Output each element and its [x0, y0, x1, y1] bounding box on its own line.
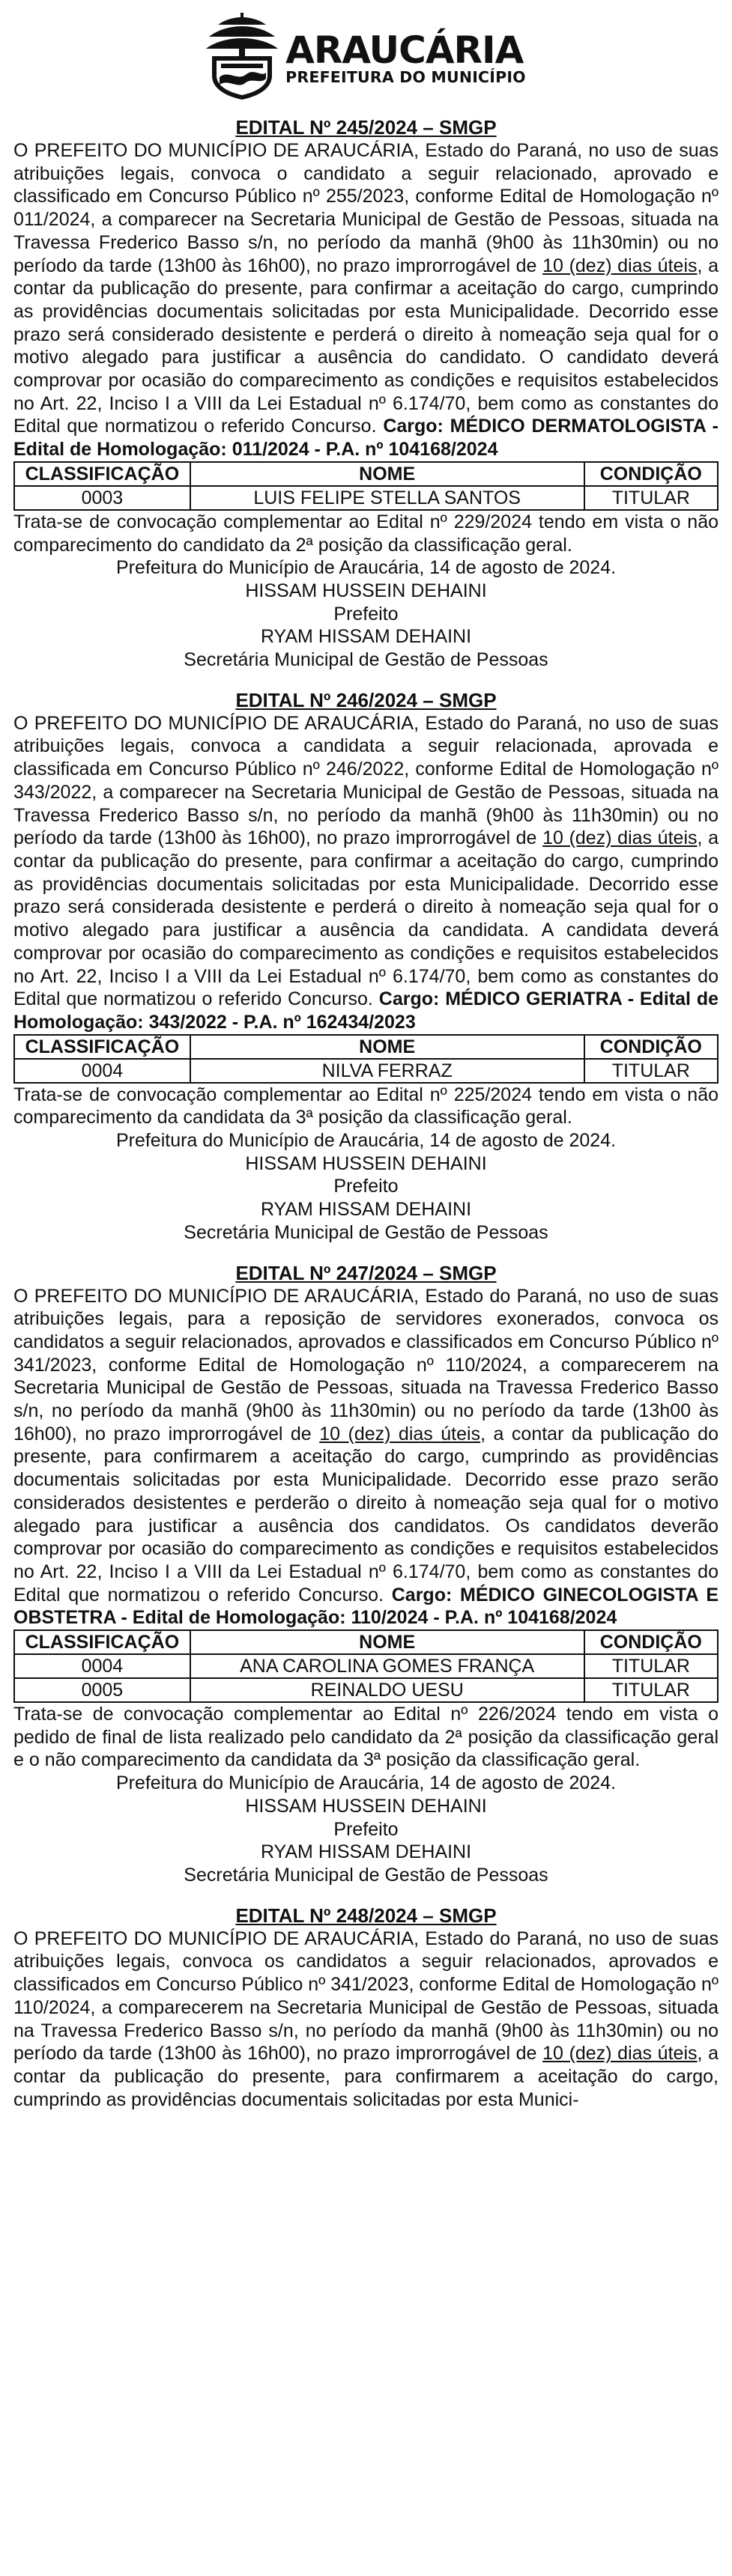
candidates-table: [13, 461, 719, 511]
secretary-role: Secretária Municipal de Gestão de Pessoas: [184, 1865, 548, 1886]
cell-condicao: TITULAR: [584, 1678, 718, 1702]
cell-classificacao: 0005: [14, 1678, 190, 1702]
edital-body: O PREFEITO DO MUNICÍPIO DE ARAUCÁRIA, Estado do Paraná, no uso de suas atribuições legais, para a reposição de servidores exonerados, convoca os candidatos a seguir relacionados, aprovados e classificados em Concurso Público nº 341/2023, conforme Edital de Homologação nº 110/2024, a comparecerem na Secretaria Municipal de Gestão de Pessoas, situada na Travessa Frederico Basso s/n, no período da manhã (9h00 às 11h30min) ou no período da tarde (13h00 às 16h00), no prazo improrrogável de 10 (dez) dias úteis, a contar da publicação do presente, para confirmarem a aceitação do cargo, cumprindo as providências documentais solicitadas por esta Municipalidade. Decorrido esse prazo serão considerados desistentes e perderão o direito à nomeação seja qual for o motivo alegado para justificar a ausência dos candidatos. Os candidatos deverão comprovar por ocasião do comparecimento as condições e requisitos estabelecidos no Art. 22, Inciso I a VIII da Lei Estadual nº 6.174/70, bem como as constantes do Edital que normatizou o referido Concurso. Cargo: MÉDICO GINECOLOGISTA E OBSTETRA - Edital de Homologação: 110/2024 - P.A. nº 104168/2024: [13, 1285, 719, 1629]
table-header-row: [14, 1630, 718, 1654]
cell-nome: REINALDO UESU: [190, 1678, 584, 1702]
table-row: [14, 1059, 718, 1083]
edital-title: EDITAL Nº 245/2024 – SMGP: [235, 116, 497, 139]
signature-block: [13, 1129, 719, 1245]
edital-body: O PREFEITO DO MUNICÍPIO DE ARAUCÁRIA, Estado do Paraná, no uso de suas atribuições legais, convoca os candidatos a seguir relacionados, aprovados e classificados em Concurso Público nº 341/2023, conforme Edital de Homologação nº 110/2024, a comparecerem na Secretaria Municipal de Gestão de Pessoas, situada na Travessa Frederico Basso s/n, no período da manhã (9h00 às 11h30min) ou no período da tarde (13h00 às 16h00), no prazo improrrogável de 10 (dez) dias úteis, a contar da publicação do presente, para confirmarem a aceitação do cargo, cumprindo as providências documentais solicitadas por esta Munici-: [13, 1928, 719, 2110]
secretary-role: Secretária Municipal de Gestão de Pessoas: [184, 649, 548, 671]
edital-245: [13, 115, 719, 672]
table-row: [14, 1678, 718, 1702]
mayor-role: Prefeito: [333, 1176, 399, 1197]
place-date: Prefeitura do Município de Araucária, 14 de agosto de 2024.: [115, 557, 617, 579]
signature-block: [13, 1772, 719, 1887]
col-condicao: CONDIÇÃO: [584, 1630, 718, 1654]
mayor-role: Prefeito: [333, 603, 399, 625]
table-row: [14, 1654, 718, 1678]
edital-body: O PREFEITO DO MUNICÍPIO DE ARAUCÁRIA, Estado do Paraná, no uso de suas atribuições legais, convoca o candidato a seguir relacionado, aprovado e classificado em Concurso Público nº 255/2023, conforme Edital de Homologação nº 011/2024, a comparecer na Secretaria Municipal de Gestão de Pessoas, situada na Travessa Frederico Basso s/n, no período da manhã (9h00 às 11h30min) ou no período da tarde (13h00 às 16h00), no prazo improrrogável de 10 (dez) dias úteis, a contar da publicação do presente, para confirmar a aceitação do cargo, cumprindo as providências documentais solicitadas por esta Municipalidade. Decorrido esse prazo será considerado desistente e perderá o direito à nomeação seja qual for o motivo alegado para justificar a ausência do candidato. O candidato deverá comprovar por ocasião do comparecimento as condições e requisitos estabelecidos no Art. 22, Inciso I a VIII da Lei Estadual nº 6.174/70, bem como as constantes do Edital que normatizou o referido Concurso. Cargo: MÉDICO DERMATOLOGISTA - Edital de Homologação: 011/2024 - P.A. nº 104168/2024: [13, 140, 719, 461]
cargo-text: Cargo: MÉDICO GINECOLOGISTA E OBSTETRA - Edital de Homologação: 110/2024 - P.A. nº 104168/2024: [13, 1584, 719, 1629]
place-date: Prefeitura do Município de Araucária, 14 de agosto de 2024.: [115, 1130, 617, 1152]
col-nome: NOME: [190, 1035, 584, 1059]
table-header-row: [14, 1035, 718, 1059]
edital-note: Trata-se de convocação complementar ao Edital nº 225/2024 tendo em vista o não comparecimento da candidata da 3ª posição da classificação geral.: [13, 1084, 719, 1128]
cell-condicao: TITULAR: [584, 486, 718, 510]
deadline-text: 10 (dez) dias úteis: [542, 255, 698, 276]
col-classificacao: CLASSIFICAÇÃO: [14, 1630, 190, 1654]
deadline-text: 10 (dez) dias úteis: [319, 1423, 481, 1445]
edital-title: EDITAL Nº 246/2024 – SMGP: [235, 688, 497, 711]
secretary-name: RYAM HISSAM DEHAINI: [260, 626, 472, 648]
edital-247: [13, 1261, 719, 1887]
cell-condicao: TITULAR: [584, 1654, 718, 1678]
edital-title: EDITAL Nº 248/2024 – SMGP: [235, 1904, 497, 1927]
mayor-name: HISSAM HUSSEIN DEHAINI: [245, 1152, 487, 1174]
col-condicao: CONDIÇÃO: [584, 1035, 718, 1059]
deadline-text: 10 (dez) dias úteis: [542, 2043, 698, 2065]
cell-nome: ANA CAROLINA GOMES FRANÇA: [190, 1654, 584, 1678]
brand-name: ARAUCÁRIA: [285, 28, 524, 73]
mayor-name: HISSAM HUSSEIN DEHAINI: [245, 580, 487, 601]
candidates-table: [13, 1034, 719, 1084]
col-classificacao: CLASSIFICAÇÃO: [14, 1035, 190, 1059]
secretary-name: RYAM HISSAM DEHAINI: [260, 1841, 472, 1863]
araucaria-municipal-seal-icon: [206, 10, 278, 101]
cargo-text: Cargo: MÉDICO GERIATRA - Edital de Homologação: 343/2022 - P.A. nº 162434/2023: [13, 988, 719, 1033]
mayor-role: Prefeito: [333, 1818, 399, 1840]
cell-classificacao: 0004: [14, 1059, 190, 1083]
edital-note: Trata-se de convocação complementar ao Edital nº 226/2024 tendo em vista o pedido de final de lista realizado pelo candidato da 2ª posição da classificação geral e o não comparecimento da candidata da 3ª posição da classificação geral.: [13, 1704, 719, 1771]
table-row: [14, 486, 718, 510]
edital-248: [13, 1904, 719, 2112]
cell-nome: NILVA FERRAZ: [190, 1059, 584, 1083]
masthead: [13, 0, 719, 105]
cargo-text: Cargo: MÉDICO DERMATOLOGISTA - Edital de Homologação: 011/2024 - P.A. nº 104168/2024: [13, 416, 719, 461]
mayor-name: HISSAM HUSSEIN DEHAINI: [245, 1795, 487, 1817]
signature-block: [13, 556, 719, 672]
col-classificacao: CLASSIFICAÇÃO: [14, 462, 190, 486]
cell-classificacao: 0003: [14, 486, 190, 510]
edital-body: O PREFEITO DO MUNICÍPIO DE ARAUCÁRIA, Estado do Paraná, no uso de suas atribuições legais, convoca a candidata a seguir relacionada, aprovada e classificada em Concurso Público nº 246/2022, conforme Edital de Homologação nº 343/2022, a comparecer na Secretaria Municipal de Gestão de Pessoas, situada na Travessa Frederico Basso s/n, no período da manhã (9h00 às 11h30min) ou no período da tarde (13h00 às 16h00), no prazo improrrogável de 10 (dez) dias úteis, a contar da publicação do presente, para confirmar a aceitação do cargo, cumprindo as providências documentais solicitadas por esta Municipalidade. Decorrido esse prazo será considerada desistente e perderá o direito à nomeação seja qual for o motivo alegado para justificar a ausência da candidata. A candidata deverá comprovar por ocasião do comparecimento as condições e requisitos estabelecidos no Art. 22, Inciso I a VIII da Lei Estadual nº 6.174/70, bem como as constantes do Edital que normatizou o referido Concurso. Cargo: MÉDICO GERIATRA - Edital de Homologação: 343/2022 - P.A. nº 162434/2023: [13, 712, 719, 1033]
col-nome: NOME: [190, 1630, 584, 1654]
cell-condicao: TITULAR: [584, 1059, 718, 1083]
edital-246: [13, 688, 719, 1245]
col-condicao: CONDIÇÃO: [584, 462, 718, 486]
place-date: Prefeitura do Município de Araucária, 14 de agosto de 2024.: [115, 1772, 617, 1794]
cell-classificacao: 0004: [14, 1654, 190, 1678]
table-header-row: [14, 462, 718, 486]
deadline-text: 10 (dez) dias úteis: [542, 827, 698, 849]
edital-title: EDITAL Nº 247/2024 – SMGP: [235, 1261, 497, 1284]
edital-note: Trata-se de convocação complementar ao Edital nº 229/2024 tendo em vista o não comparecimento do candidato da 2ª posição da classificação geral.: [13, 511, 719, 556]
secretary-role: Secretária Municipal de Gestão de Pessoas: [184, 1221, 548, 1243]
brand-subtitle: PREFEITURA DO MUNICÍPIO: [285, 68, 526, 87]
secretary-name: RYAM HISSAM DEHAINI: [260, 1199, 472, 1221]
cell-nome: LUIS FELIPE STELLA SANTOS: [190, 486, 584, 510]
candidates-table: [13, 1629, 719, 1703]
col-nome: NOME: [190, 462, 584, 486]
brand: [285, 28, 526, 87]
